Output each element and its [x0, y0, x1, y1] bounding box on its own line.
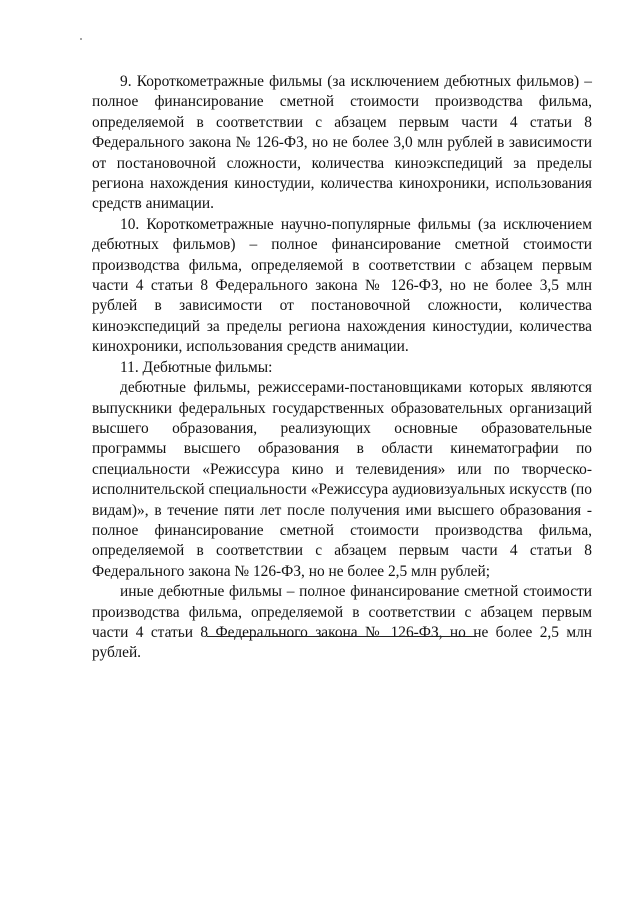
paragraph-11-heading: 11. Дебютные фильмы:: [120, 358, 273, 376]
paragraph-9: 9. Короткометражные фильмы (за исключением дебютных фильмов) – полное финансирование сметной стоимости производства фильма, определяемой в соответствии с абзацем первым части 4 статьи 8 Федерального закона № 126-ФЗ, но не более 3,0 млн рублей в зависимости от постановочной сложности, количества киноэкспедиций за пределы региона нахождения киностудии, количества кинохроники, использования средств анимации.: [92, 73, 592, 213]
paragraph-10: 10. Короткометражные научно-популярные фильмы (за исключением дебютных фильмов) – полное финансирование сметной стоимости производства фильма, определяемой в соответствии с абзацем первым части 4 статьи 8 Федерального закона № 126-ФЗ, но не более 3,5 млн рублей в зависимости от постановочной сложности, количества киноэкспедиций за пределы региона нахождения киностудии, количества кинохроники, использования средств анимации.: [92, 215, 592, 356]
paragraph-11-other-debut: иные дебютные фильмы – полное финансирование сметной стоимости производства фильма, определяемой в соответствии с абзацем первым части 4 статьи 8 Федерального закона № 126-ФЗ, но не более 2,5 млн рублей.: [92, 583, 592, 662]
scan-speck: [80, 38, 82, 40]
paragraph-11-debut-graduates: дебютные фильмы, режиссерами-постановщиками которых являются выпускники федеральных государственных образовательных организаций высшего образования, реализующих основные образовательные программы высшего образования в области кинематографии по специальности «Режиссура кино и телевидения» или по творческо-исполнительской специальности «Режиссура аудиовизуальных искусств (по видам)», в течение пяти лет после получения ими высшего образования - полное финансирование сметной стоимости производства фильма, определяемой в соответствии с абзацем первым части 4 статьи 8 Федерального закона № 126-ФЗ, но не более 2,5 млн рублей;: [92, 379, 592, 580]
document-body: [92, 72, 592, 664]
end-divider-line: [207, 636, 477, 637]
